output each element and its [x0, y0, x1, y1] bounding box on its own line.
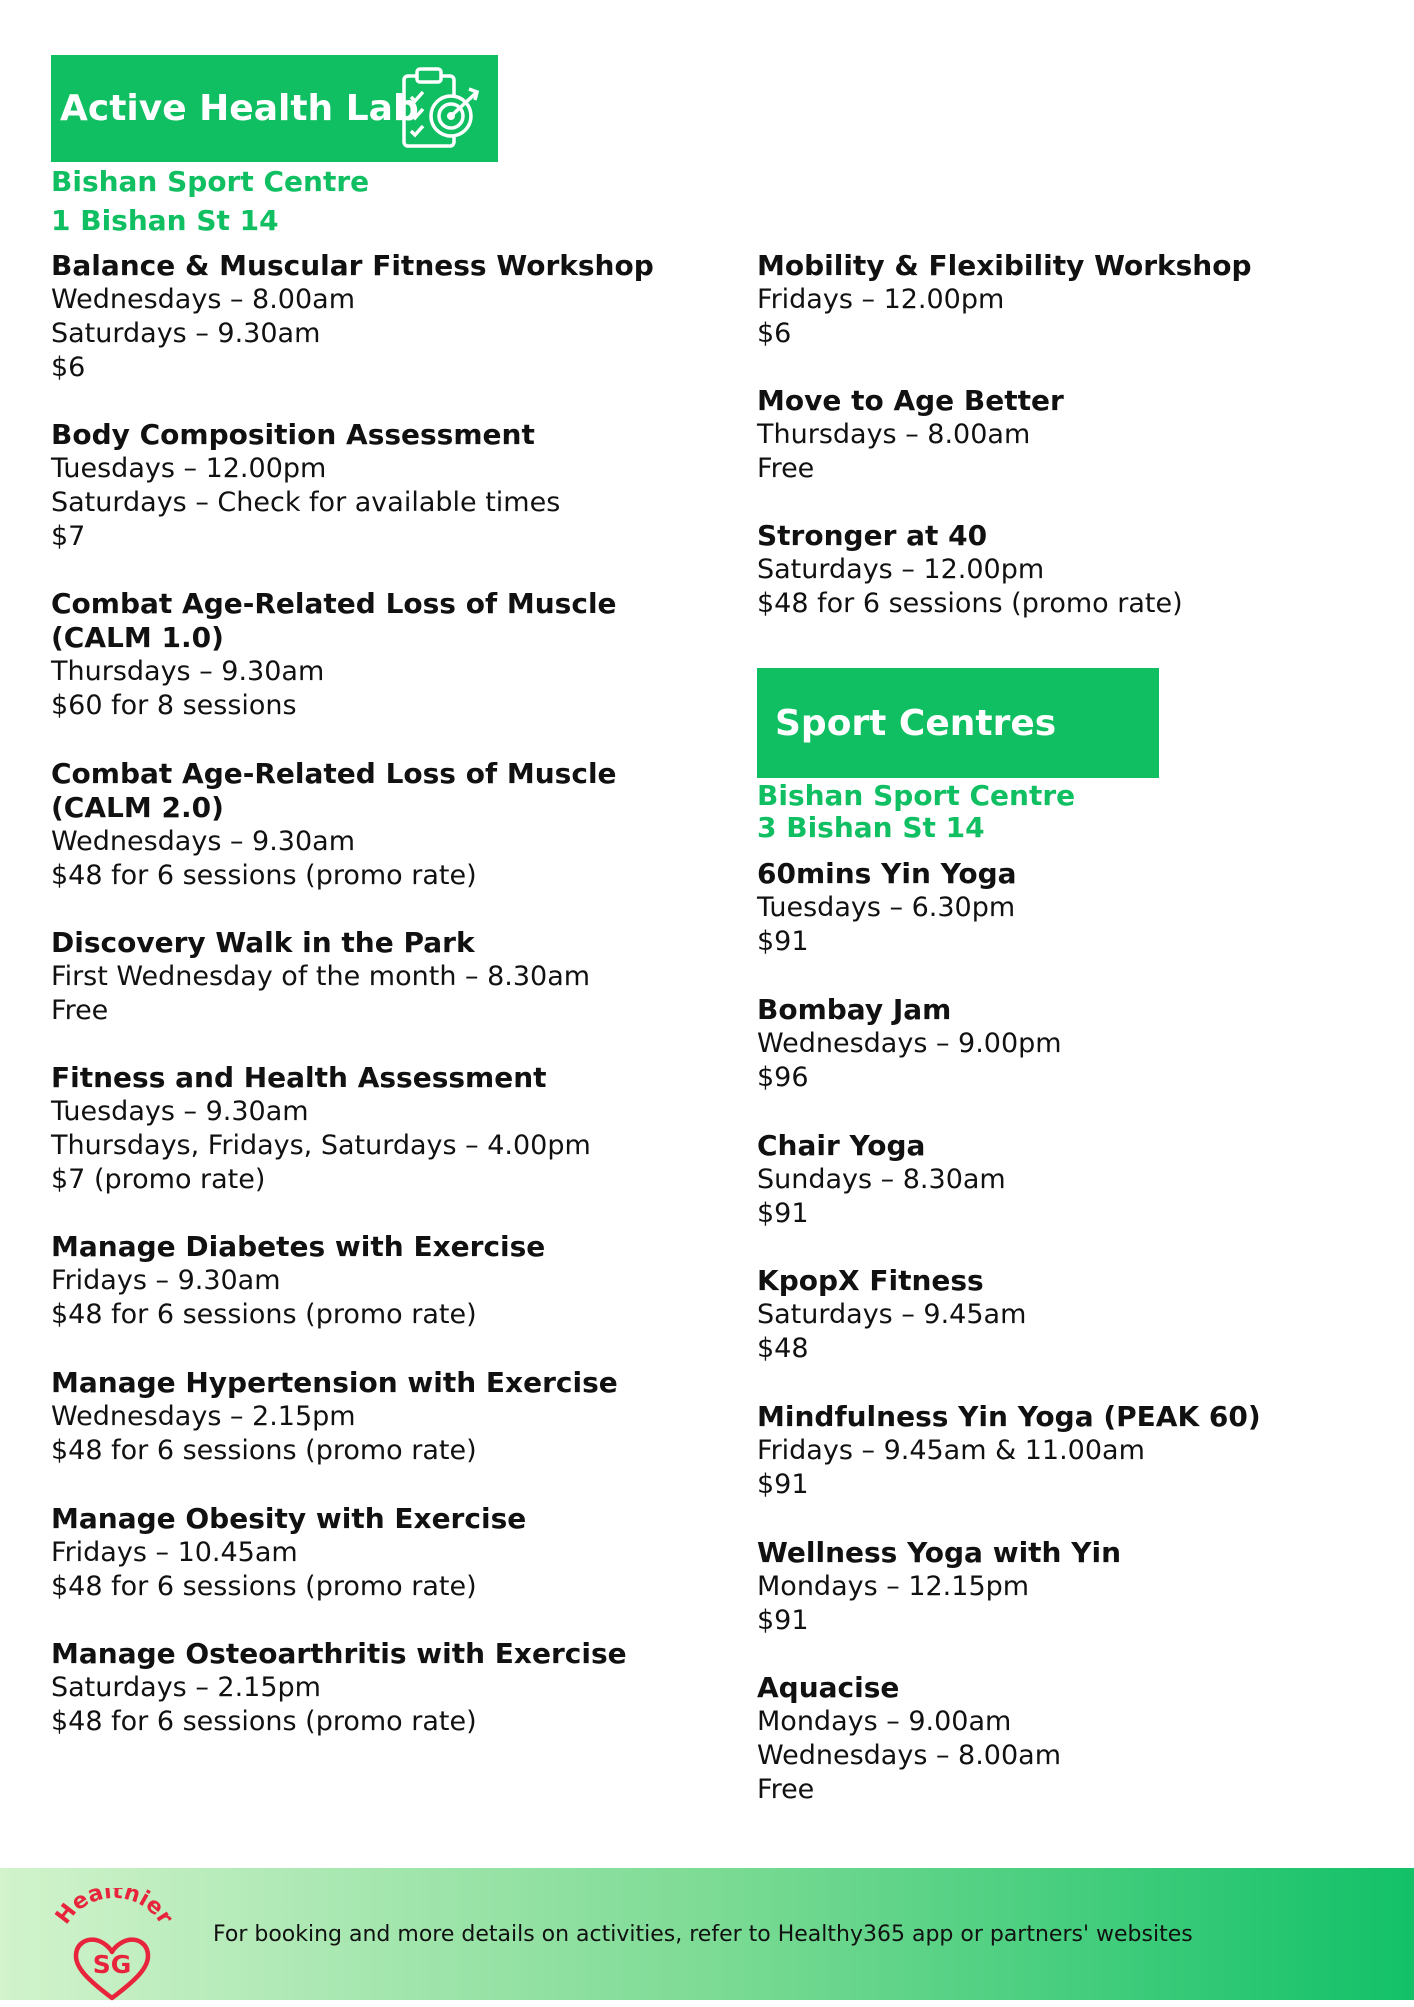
activity-price: $48 for 6 sessions (promo rate)	[51, 1435, 477, 1466]
activity-name: Manage Hypertension with Exercise	[51, 1366, 618, 1399]
activity-calm-2	[51, 757, 617, 893]
activity-mobility-workshop	[757, 249, 1252, 351]
venue-address: 1 Bishan St 14	[51, 204, 279, 237]
activity-name: Combat Age-Related Loss of Muscle	[51, 757, 617, 790]
activity-schedule: First Wednesday of the month – 8.30am	[51, 961, 591, 992]
activity-name: Stronger at 40	[757, 519, 988, 552]
active-health-lab-banner	[51, 55, 498, 162]
activity-stronger-at-40	[757, 519, 1183, 621]
activity-schedule: Saturdays – 2.15pm	[51, 1672, 321, 1703]
activity-schedule: Tuesdays – 9.30am	[51, 1096, 309, 1127]
activity-name: Manage Obesity with Exercise	[51, 1502, 527, 1535]
activity-price: Free	[51, 995, 109, 1026]
activity-price: $48 for 6 sessions (promo rate)	[757, 588, 1183, 619]
activity-fitness-assessment	[51, 1061, 591, 1197]
section-title: Active Health Lab	[60, 88, 419, 129]
activity-schedule: Thursdays, Fridays, Saturdays – 4.00pm	[51, 1130, 591, 1161]
activity-price: Free	[757, 453, 815, 484]
activity-mindfulness-yin-yoga	[757, 1400, 1261, 1502]
activity-schedule: Fridays – 10.45am	[51, 1537, 298, 1568]
activity-price: $91	[757, 1198, 809, 1229]
activity-schedule: Wednesdays – 8.00am	[51, 284, 356, 315]
activity-price: $7	[51, 521, 86, 552]
activity-name: Chair Yoga	[757, 1129, 926, 1162]
activity-price: $48 for 6 sessions (promo rate)	[51, 860, 477, 891]
activity-price: $91	[757, 1605, 809, 1636]
activity-manage-obesity	[51, 1502, 526, 1604]
activity-name: Mobility & Flexibility Workshop	[757, 249, 1252, 282]
logo-text: Healthier	[51, 1888, 178, 1930]
activity-name-suffix: (CALM 2.0)	[51, 791, 224, 824]
venue-name: Bishan Sport Centre	[757, 779, 1076, 812]
activity-manage-osteoarthritis	[51, 1637, 627, 1739]
activity-schedule: Saturdays – 9.30am	[51, 318, 321, 349]
activity-balance-workshop	[51, 249, 654, 385]
activity-name: Balance & Muscular Fitness Workshop	[51, 249, 654, 282]
activity-schedule: Saturdays – Check for available times	[51, 487, 561, 518]
activity-schedule: Fridays – 12.00pm	[757, 284, 1005, 315]
activity-name: Discovery Walk in the Park	[51, 926, 475, 959]
activity-price: $6	[757, 318, 792, 349]
footer-bar	[0, 1868, 1414, 2000]
ahl-venue	[51, 162, 369, 240]
activity-name: Aquacise	[757, 1671, 900, 1704]
activity-name: Move to Age Better	[757, 384, 1064, 417]
logo-badge: SG	[92, 1950, 132, 1979]
activity-name: Manage Diabetes with Exercise	[51, 1230, 546, 1263]
activity-name: Wellness Yoga with Yin	[757, 1536, 1122, 1569]
activity-schedule: Fridays – 9.30am	[51, 1265, 281, 1296]
activity-schedule: Wednesdays – 2.15pm	[51, 1401, 356, 1432]
activity-price: $96	[757, 1062, 809, 1093]
sport-centres-banner	[757, 668, 1159, 778]
activity-schedule: Tuesdays – 6.30pm	[757, 892, 1016, 923]
activity-price: $91	[757, 1469, 809, 1500]
activity-schedule: Fridays – 9.45am & 11.00am	[757, 1435, 1145, 1466]
activity-schedule: Sundays – 8.30am	[757, 1164, 1006, 1195]
activity-manage-hypertension	[51, 1366, 618, 1468]
activity-calm-1	[51, 587, 617, 723]
activity-manage-diabetes	[51, 1230, 545, 1332]
activity-chair-yoga	[757, 1129, 1006, 1231]
activity-price: $48 for 6 sessions (promo rate)	[51, 1299, 477, 1330]
healthier-sg-logo	[48, 1888, 178, 2007]
activity-price: $48 for 6 sessions (promo rate)	[51, 1571, 477, 1602]
activity-price: $48 for 6 sessions (promo rate)	[51, 1706, 477, 1737]
activity-price: $60 for 8 sessions	[51, 690, 297, 721]
activity-schedule: Wednesdays – 8.00am	[757, 1740, 1062, 1771]
section-title: Sport Centres	[775, 702, 1057, 744]
activity-yin-yoga	[757, 857, 1017, 959]
activity-name: KpopX Fitness	[757, 1264, 984, 1297]
activity-name: Bombay Jam	[757, 993, 952, 1026]
activity-schedule: Saturdays – 9.45am	[757, 1299, 1027, 1330]
activity-wellness-yoga	[757, 1536, 1121, 1638]
activity-schedule: Mondays – 9.00am	[757, 1706, 1012, 1737]
activity-name: Body Composition Assessment	[51, 418, 535, 451]
booking-note: For booking and more details on activities, refer to Healthy365 app or partners' websites	[213, 1921, 1193, 1947]
activity-name: Fitness and Health Assessment	[51, 1061, 547, 1094]
venue-address: 3 Bishan St 14	[757, 811, 985, 844]
activity-schedule: Thursdays – 9.30am	[51, 656, 325, 687]
activity-name-suffix: (CALM 1.0)	[51, 621, 224, 654]
activity-name: 60mins Yin Yoga	[757, 857, 1017, 890]
activity-price: Free	[757, 1774, 815, 1805]
activity-schedule: Wednesdays – 9.30am	[51, 826, 356, 857]
activity-kpopx-fitness	[757, 1264, 1026, 1366]
activity-price: $91	[757, 926, 809, 957]
activity-name: Combat Age-Related Loss of Muscle	[51, 587, 617, 620]
activity-schedule: Tuesdays – 12.00pm	[51, 453, 327, 484]
activity-schedule: Mondays – 12.15pm	[757, 1571, 1030, 1602]
activity-name: Mindfulness Yin Yoga (PEAK 60)	[757, 1400, 1261, 1433]
activity-schedule: Thursdays – 8.00am	[757, 419, 1031, 450]
activity-price: $7 (promo rate)	[51, 1164, 266, 1195]
venue-name: Bishan Sport Centre	[51, 165, 370, 198]
activity-schedule: Wednesdays – 9.00pm	[757, 1028, 1062, 1059]
clipboard-target-icon	[399, 64, 487, 156]
activity-bombay-jam	[757, 993, 1062, 1095]
sport-centre-venue	[757, 780, 1075, 844]
activity-name: Manage Osteoarthritis with Exercise	[51, 1637, 627, 1670]
activity-price: $48	[757, 1333, 809, 1364]
activity-aquacise	[757, 1671, 1061, 1807]
activity-schedule: Saturdays – 12.00pm	[757, 554, 1045, 585]
activity-discovery-walk	[51, 926, 590, 1028]
activity-price: $6	[51, 352, 86, 383]
svg-text:Healthier	[51, 1888, 177, 1929]
activity-move-to-age-better	[757, 384, 1064, 486]
activity-body-composition	[51, 418, 560, 554]
